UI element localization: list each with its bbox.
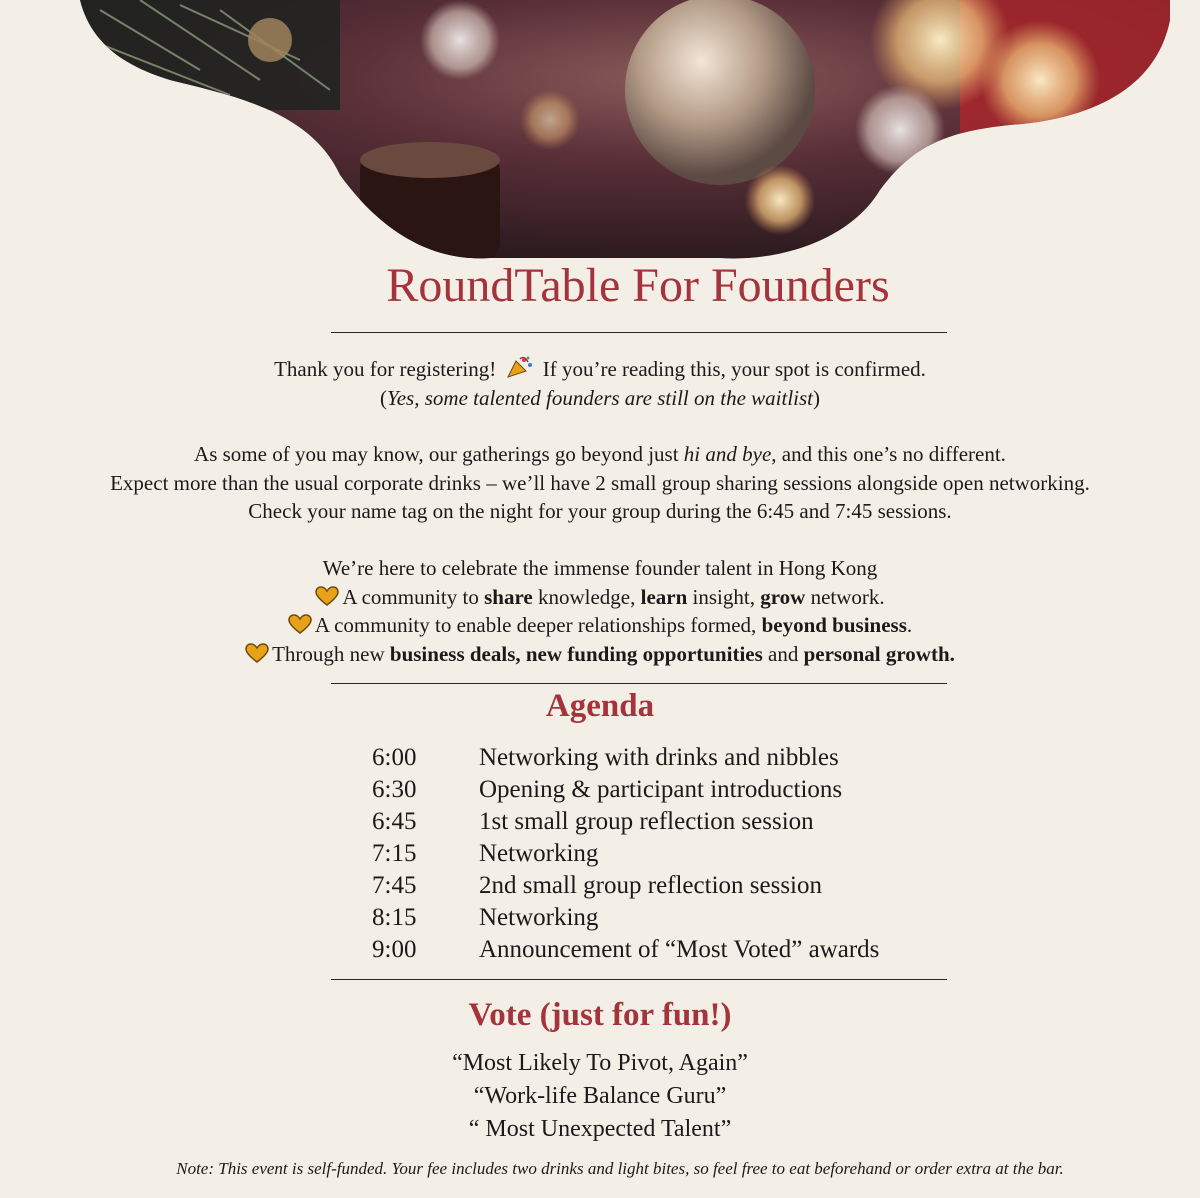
divider (331, 332, 947, 333)
intro-line-1 (0, 355, 1200, 384)
agenda-time: 6:00 (372, 744, 417, 771)
agenda-heading: Agenda (545, 688, 655, 724)
text: A community to enable deeper relationships formed, (314, 613, 762, 638)
bold-deals: business deals, new funding opportunities (389, 641, 763, 666)
page-title: RoundTable For Founders (386, 259, 890, 312)
text: A community to (342, 584, 485, 609)
agenda-time: 6:30 (372, 776, 417, 803)
agenda-time: 9:00 (372, 936, 417, 963)
intro-block (0, 355, 1200, 412)
about-line-2: Expect more than the usual corporate drinks – we’ll have 2 small group sharing sessions alongside open networking. (110, 470, 1090, 495)
bold-grow: grow (760, 584, 806, 609)
about-line-3: Check your name tag on the night for your group during the 6:45 and 7:45 sessions. (248, 499, 952, 524)
divider (331, 683, 947, 684)
mission-bullet-3 (0, 640, 1200, 669)
agenda-label: Networking (479, 840, 599, 867)
agenda-time: 8:15 (372, 904, 417, 931)
vote-item: “ Most Unexpected Talent” (468, 1116, 732, 1142)
intro-thanks: Thank you for registering! (274, 357, 497, 381)
agenda-label: Networking (479, 904, 599, 931)
hero-photo (80, 0, 1170, 262)
text: and (762, 641, 804, 666)
about-text-b: , and this one’s no different. (771, 442, 1006, 466)
text: insight, (687, 584, 761, 609)
vote-list (0, 1047, 1200, 1146)
agenda-label: Networking with drinks and nibbles (479, 744, 839, 771)
mission-block (0, 554, 1200, 668)
party-popper-icon (506, 355, 534, 379)
mission-line-1: We’re here to celebrate the immense founder talent in Hong Kong (322, 556, 878, 580)
agenda-label: 1st small group reflection session (479, 808, 814, 835)
agenda-item (372, 902, 972, 934)
agenda-item (372, 742, 972, 774)
bold-beyond-business: beyond business (761, 613, 907, 638)
agenda-time: 7:15 (372, 840, 417, 867)
mission-bullet-1 (0, 583, 1200, 612)
paren-close: ) (813, 385, 821, 410)
mission-bullet-2 (0, 611, 1200, 640)
vote-item: “Most Likely To Pivot, Again” (452, 1050, 748, 1076)
agenda-time: 6:45 (372, 808, 417, 835)
agenda-time: 7:45 (372, 872, 417, 899)
text: . (906, 613, 913, 638)
text: network. (805, 584, 885, 609)
paren-open: ( (379, 385, 387, 410)
about-block (0, 440, 1200, 526)
agenda-item (372, 934, 972, 966)
agenda-item (372, 774, 972, 806)
divider (331, 979, 947, 980)
vote-item: “Work-life Balance Guru” (473, 1083, 727, 1109)
agenda-item (372, 806, 972, 838)
text: Through new (272, 641, 390, 666)
agenda-item (372, 870, 972, 902)
agenda-label: Announcement of “Most Voted” awards (479, 936, 880, 963)
heart-icon (288, 614, 312, 634)
footnote: Note: This event is self-funded. Your fee includes two drinks and light bites, so feel free to eat beforehand or order extra at the bar. (176, 1159, 1064, 1178)
bold-growth: personal growth. (803, 641, 955, 666)
about-text-a: As some of you may know, our gatherings go beyond just (194, 442, 684, 466)
heart-icon (245, 643, 269, 663)
about-italic: hi and bye (683, 442, 772, 466)
waitlist-note: Yes, some talented founders are still on the waitlist (386, 385, 814, 410)
heart-icon (315, 586, 339, 606)
text: knowledge, (532, 584, 641, 609)
vote-heading: Vote (just for fun!) (468, 997, 732, 1033)
bold-share: share (484, 584, 533, 609)
intro-line-2 (0, 384, 1200, 413)
about-line-1 (0, 440, 1200, 469)
intro-confirmed: If you’re reading this, your spot is confirmed. (542, 357, 926, 381)
agenda-label: 2nd small group reflection session (479, 872, 822, 899)
agenda-item (372, 838, 972, 870)
bold-learn: learn (640, 584, 688, 609)
agenda-label: Opening & participant introductions (479, 776, 843, 803)
agenda-list (372, 742, 972, 966)
